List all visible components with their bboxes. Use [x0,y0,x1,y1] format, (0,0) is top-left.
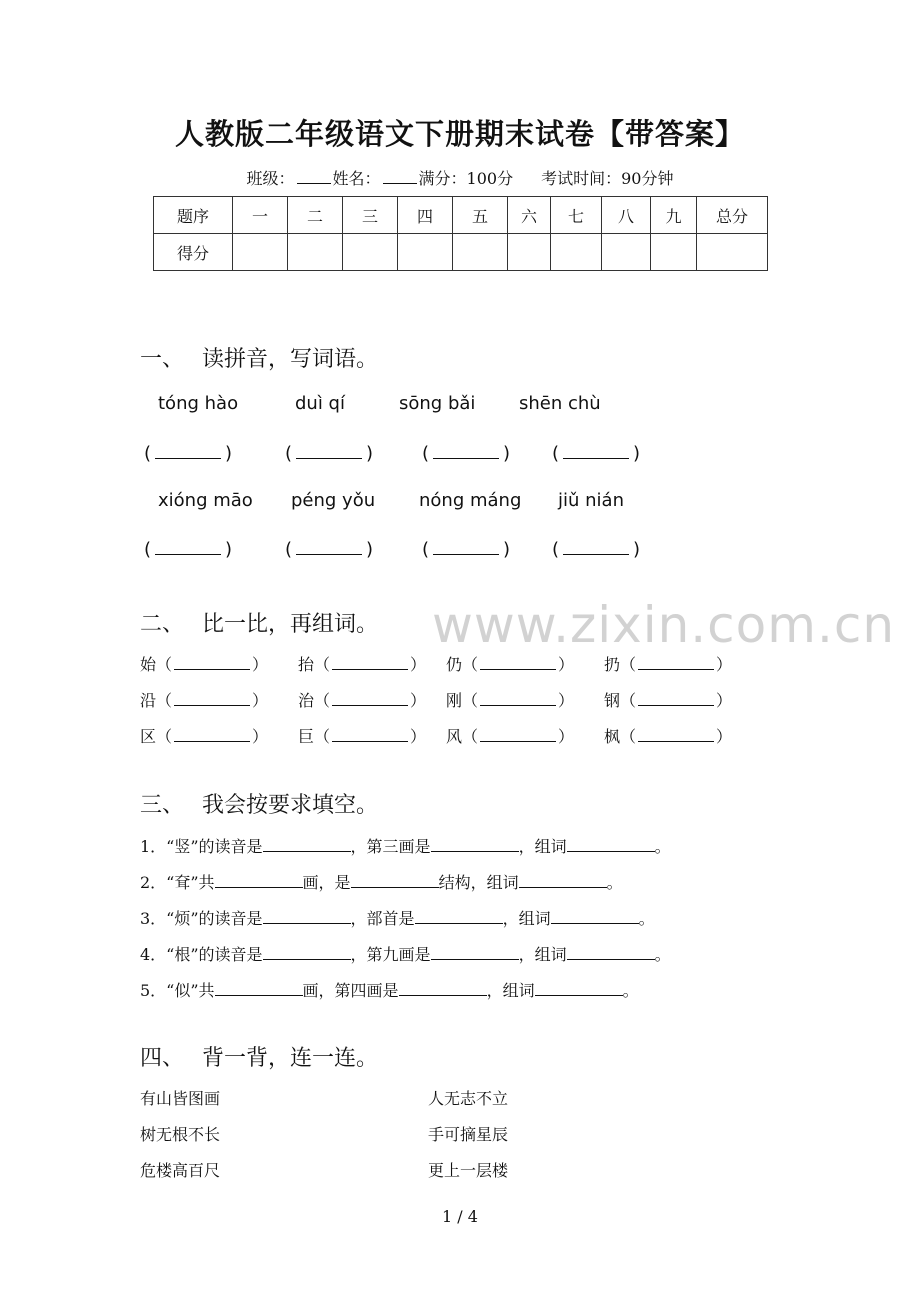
answer-line[interactable] [296,538,362,555]
table-header-cell: 四 [398,197,453,234]
close-paren: ） [410,655,427,674]
close-paren: ） [410,727,427,746]
compare-item [140,724,268,747]
score-table-score-row [154,234,768,271]
score-cell[interactable] [233,234,288,271]
open-paren: （ [620,655,637,674]
answer-blank[interactable] [552,442,640,464]
table-header-cell: 七 [551,197,602,234]
answer-line[interactable] [433,442,499,459]
fill-line [140,870,623,893]
open-paren: ( [144,539,152,560]
section-title: 背一背，连一连。 [202,1046,379,1071]
answer-blank[interactable] [285,442,373,464]
fill-text: 5．“似”共 [140,981,215,1000]
score-cell[interactable] [651,234,697,271]
close-paren: ） [716,691,733,710]
score-cell[interactable] [343,234,398,271]
fill-text: 。 [622,981,639,1000]
close-paren: ） [410,691,427,710]
fill-text: 画，是 [302,873,351,892]
answer-blank[interactable] [552,538,640,560]
answer-line[interactable] [480,655,556,670]
compare-item [140,688,268,711]
compare-item [298,724,426,747]
match-left-item[interactable]: 有山皆图画 [140,1089,221,1108]
open-paren: （ [462,727,479,746]
fill-text: 。 [606,873,623,892]
answer-line[interactable] [563,538,629,555]
close-paren: ） [252,655,269,674]
compare-item [604,724,732,747]
close-paren: ） [252,691,269,710]
score-cell[interactable] [551,234,602,271]
answer-line[interactable] [296,442,362,459]
answer-line[interactable] [567,945,655,960]
fill-line [140,834,671,857]
open-paren: （ [156,691,173,710]
section-3-heading [140,788,378,819]
fill-text: 1．“竖”的读音是 [140,837,263,856]
open-paren: （ [314,655,331,674]
score-table [153,196,768,271]
compare-item [604,688,732,711]
answer-line[interactable] [215,981,303,996]
open-paren: ( [552,443,560,464]
match-right-item[interactable]: 人无志不立 [428,1089,509,1108]
match-left-item[interactable]: 危楼高百尺 [140,1161,221,1180]
open-paren: （ [462,655,479,674]
exam-info [0,166,920,189]
compare-char: 扔 [604,655,621,674]
class-label: 班级： [246,169,295,188]
table-header-cell: 三 [343,197,398,234]
close-paren: ) [633,539,641,560]
open-paren: ( [285,539,293,560]
open-paren: ( [422,539,430,560]
match-right-item[interactable]: 手可摘星辰 [428,1125,509,1144]
compare-char: 始 [140,655,157,674]
compare-char: 治 [298,691,315,710]
answer-blank[interactable] [422,538,510,560]
score-table-header-row [154,197,768,234]
section-1-heading [140,342,378,373]
answer-line[interactable] [155,538,221,555]
answer-line[interactable] [332,727,408,742]
answer-line[interactable] [174,691,250,706]
compare-item [446,724,574,747]
fill-text: ，组词 [518,837,567,856]
table-header-cell: 二 [288,197,343,234]
section-4-heading [140,1041,378,1072]
name-blank[interactable] [383,169,417,184]
section-number: 一、 [140,347,185,372]
open-paren: （ [314,727,331,746]
table-header-cell: 九 [651,197,697,234]
compare-char: 风 [446,727,463,746]
fill-text: ，第九画是 [350,945,431,964]
answer-line[interactable] [535,981,623,996]
compare-item [140,652,268,675]
close-paren: ） [252,727,269,746]
name-label: 姓名： [332,169,381,188]
fill-text: ，组词 [502,909,551,928]
score-cell[interactable] [508,234,551,271]
answer-line[interactable] [433,538,499,555]
close-paren: ) [225,539,233,560]
table-row-label: 得分 [154,234,233,271]
answer-line[interactable] [519,873,607,888]
fill-text: ，组词 [518,945,567,964]
answer-blank[interactable] [285,538,373,560]
section-title: 比一比，再组词。 [202,612,379,637]
compare-item [604,652,732,675]
close-paren: ) [503,443,511,464]
fill-line [140,978,639,1001]
pinyin-item: shēn chù [519,393,601,414]
answer-line[interactable] [480,727,556,742]
answer-line[interactable] [563,442,629,459]
section-2-heading [140,607,378,638]
answer-line[interactable] [399,981,487,996]
close-paren: ） [558,727,575,746]
open-paren: （ [462,691,479,710]
score-cell[interactable] [602,234,651,271]
answer-line[interactable] [351,873,439,888]
answer-line[interactable] [155,442,221,459]
section-number: 二、 [140,612,185,637]
close-paren: ） [558,691,575,710]
match-left-item[interactable]: 树无根不长 [140,1125,221,1144]
section-number: 三、 [140,793,185,818]
answer-blank[interactable] [422,442,510,464]
pinyin-item: duì qí [295,393,345,414]
compare-char: 枫 [604,727,621,746]
page-number: 1 / 4 [442,1207,478,1226]
open-paren: （ [314,691,331,710]
fill-text: 。 [654,837,671,856]
exam-time: 考试时间：90分钟 [541,169,674,188]
fill-text: ，部首是 [350,909,415,928]
close-paren: ) [366,443,374,464]
open-paren: ( [422,443,430,464]
close-paren: ） [558,655,575,674]
pinyin-item: tóng hào [158,393,239,414]
section-title: 我会按要求填空。 [202,793,379,818]
fill-text: 3．“烦”的读音是 [140,909,263,928]
compare-char: 抬 [298,655,315,674]
table-header-cell: 总分 [697,197,768,234]
compare-char: 钢 [604,691,621,710]
pinyin-item: péng yǒu [291,490,376,511]
section-number: 四、 [140,1046,185,1071]
compare-char: 区 [140,727,157,746]
fill-text: 。 [654,945,671,964]
close-paren: ) [503,539,511,560]
close-paren: ） [716,727,733,746]
answer-line[interactable] [263,945,351,960]
answer-line[interactable] [263,837,351,852]
fill-text: ，第三画是 [350,837,431,856]
answer-line[interactable] [431,945,519,960]
answer-line[interactable] [332,655,408,670]
answer-line[interactable] [431,837,519,852]
open-paren: ( [144,443,152,464]
score-cell[interactable] [288,234,343,271]
open-paren: （ [156,727,173,746]
answer-line[interactable] [174,655,250,670]
class-blank[interactable] [297,169,331,184]
pinyin-item: jiǔ nián [558,490,624,511]
section-title: 读拼音，写词语。 [202,347,379,372]
answer-line[interactable] [174,727,250,742]
fill-text: ，组词 [486,981,535,1000]
close-paren: ) [633,443,641,464]
pinyin-item: xióng māo [158,490,253,511]
answer-line[interactable] [638,727,714,742]
score-cell[interactable] [697,234,768,271]
score-cell[interactable] [453,234,508,271]
answer-line[interactable] [332,691,408,706]
compare-char: 巨 [298,727,315,746]
fill-text: 2．“耷”共 [140,873,215,892]
page-title: 人教版二年级语文下册期末试卷【带答案】 [174,117,745,151]
answer-line[interactable] [638,691,714,706]
open-paren: ( [285,443,293,464]
pinyin-item: sōng bǎi [399,393,476,414]
open-paren: （ [620,727,637,746]
close-paren: ) [225,443,233,464]
compare-char: 沿 [140,691,157,710]
match-right-item[interactable]: 更上一层楼 [428,1161,509,1180]
answer-line[interactable] [551,909,639,924]
fill-line [140,906,655,929]
compare-char: 仍 [446,655,463,674]
answer-line[interactable] [567,837,655,852]
table-header-cell: 一 [233,197,288,234]
table-header-cell: 六 [508,197,551,234]
compare-item [298,688,426,711]
compare-item [298,652,426,675]
answer-line[interactable] [263,909,351,924]
compare-item [446,652,574,675]
fill-text: 4．“根”的读音是 [140,945,263,964]
compare-char: 刚 [446,691,463,710]
open-paren: ( [552,539,560,560]
table-header-cell: 题序 [154,197,233,234]
pinyin-item: nóng máng [419,490,522,511]
close-paren: ） [716,655,733,674]
compare-item [446,688,574,711]
answer-blank[interactable] [144,442,232,464]
answer-line[interactable] [638,655,714,670]
answer-blank[interactable] [144,538,232,560]
score-cell[interactable] [398,234,453,271]
open-paren: （ [156,655,173,674]
answer-line[interactable] [480,691,556,706]
answer-line[interactable] [415,909,503,924]
open-paren: （ [620,691,637,710]
watermark: www.zixin.com.cn [432,596,896,654]
fill-text: 。 [638,909,655,928]
fill-text: 结构，组词 [438,873,519,892]
full-score: 满分：100分 [418,169,514,188]
fill-line [140,942,671,965]
close-paren: ) [366,539,374,560]
table-header-cell: 五 [453,197,508,234]
table-header-cell: 八 [602,197,651,234]
fill-text: 画，第四画是 [302,981,399,1000]
answer-line[interactable] [215,873,303,888]
